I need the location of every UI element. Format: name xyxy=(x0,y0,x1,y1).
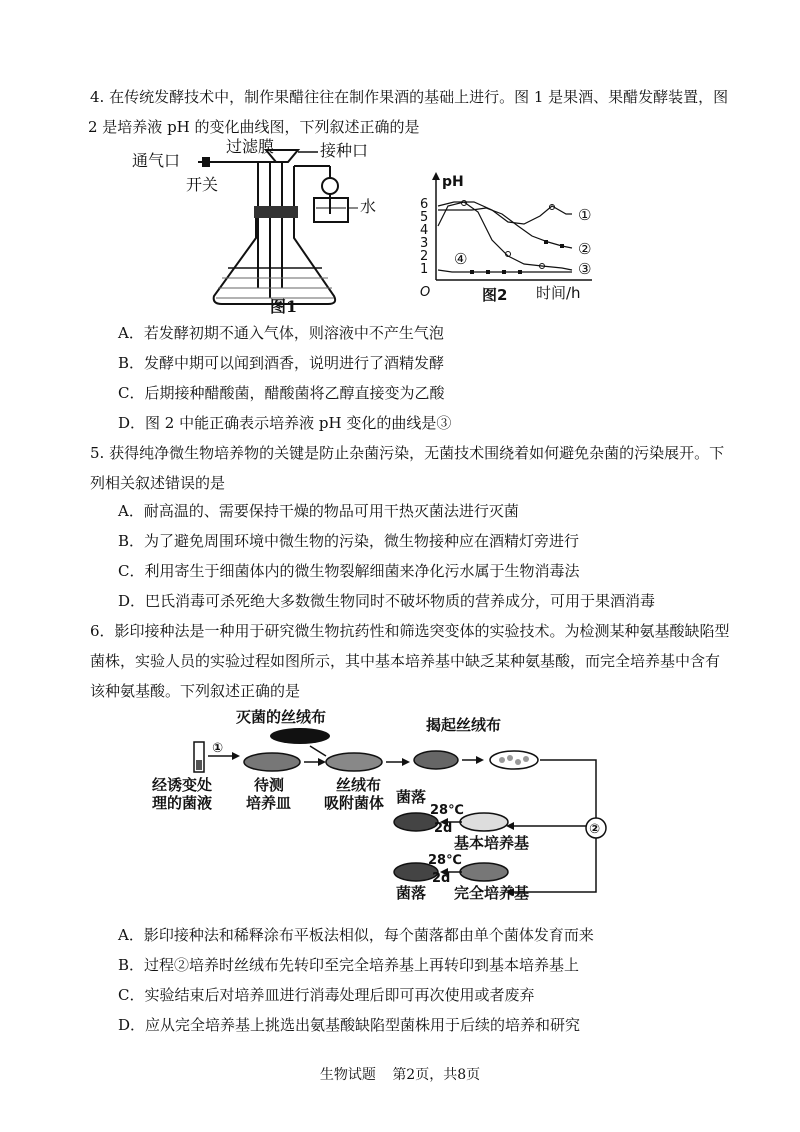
curve-label-1: ① xyxy=(578,206,592,224)
label-temp-2: 28℃ xyxy=(428,853,462,868)
curve-label-3: ③ xyxy=(578,260,592,278)
fig1-caption: 图1 xyxy=(270,297,298,316)
switch-valve-icon xyxy=(202,157,210,167)
label-filter: 过滤膜 xyxy=(226,138,275,156)
q4-figure1 xyxy=(118,138,388,318)
ytick-4: 4 xyxy=(420,223,429,238)
q6-stem-line2: 菌株，实验人员的实验过程如图所示，其中基本培养基中缺乏某种氨基酸，而完全培养基中含有 xyxy=(90,652,721,670)
curve-1 xyxy=(438,202,572,224)
q6-option-d: D．应从完全培养基上挑选出氨基酸缺陷型菌株用于后续的培养和研究 xyxy=(118,1016,581,1034)
label-absorb2: 吸附菌体 xyxy=(324,794,385,812)
flask xyxy=(214,218,335,304)
q6-stem-line3: 该种氨基酸。下列叙述正确的是 xyxy=(90,682,301,700)
complete-medium-plate xyxy=(460,863,508,881)
label-colony-2: 菌落 xyxy=(396,884,427,902)
q6-stem xyxy=(90,616,750,706)
label-liquid2: 理的菌液 xyxy=(152,794,213,812)
label-colony-1: 菌落 xyxy=(396,788,427,806)
label-inlet: 通气口 xyxy=(132,151,181,170)
q5-stem-line2: 列相关叙述错误的是 xyxy=(90,474,226,492)
origin-label: O xyxy=(420,285,431,300)
q4-option-a: A．若发酵初期不通入气体，则溶液中不产生气泡 xyxy=(118,324,444,342)
velvet-cloth-icon xyxy=(270,728,330,744)
q4-stem-line2: 2 是培养液 pH 的变化曲线图，下列叙述正确的是 xyxy=(88,118,420,136)
bulb xyxy=(322,178,338,194)
q6-stem-line1: 6．影印接种法是一种用于研究微生物抗药性和筛选突变体的实验技术。为检测某种氨基酸缺陷型 xyxy=(90,622,730,640)
lifted-velvet-icon xyxy=(414,751,458,769)
ytick-1: 1 xyxy=(420,262,429,277)
q5-stem xyxy=(90,438,750,498)
q6-option-c: C．实验结束后对培养皿进行消毒处理后即可再次使用或者废弃 xyxy=(118,986,535,1004)
curve-label-2: ② xyxy=(578,240,592,258)
test-dish-icon xyxy=(244,753,300,771)
footer-page: 第2页，共8页 xyxy=(392,1067,481,1083)
fig2-caption: 图2 xyxy=(482,286,508,304)
label-temp-1: 28℃ xyxy=(430,803,464,818)
q6-option-b: B．过程②培养时丝绒布先转印至完全培养基上再转印到基本培养基上 xyxy=(118,956,580,974)
q5-option-c: C．利用寄生于细菌体内的微生物裂解细菌来净化污水属于生物消毒法 xyxy=(118,562,580,580)
label-days-2: 2d xyxy=(432,871,451,886)
step2-label: ② xyxy=(589,822,601,837)
curve-label-4: ④ xyxy=(454,250,468,268)
q4-option-b: B．发酵中期可以闻到酒香，说明进行了酒精发酵 xyxy=(118,354,445,372)
label-basic: 基本培养基 xyxy=(454,834,530,852)
ytick-5: 5 xyxy=(420,210,429,225)
label-complete: 完全培养基 xyxy=(454,884,530,902)
ytick-6: 6 xyxy=(420,197,429,212)
y-axis-label: pH xyxy=(442,174,464,190)
step1-label: ① xyxy=(212,741,224,756)
curve-2 xyxy=(438,208,572,248)
basic-medium-plate xyxy=(460,813,508,831)
q4-figure2 xyxy=(412,166,612,306)
label-dish2: 培养皿 xyxy=(246,794,292,812)
label-port: 接种口 xyxy=(320,141,369,160)
q4-option-c: C．后期接种醋酸菌，醋酸菌将乙醇直接变为乙酸 xyxy=(118,384,445,402)
label-water: 水 xyxy=(360,197,377,216)
label-dish: 待测 xyxy=(254,776,285,794)
page-footer xyxy=(0,1064,800,1084)
label-liquid: 经诱变处 xyxy=(152,776,213,794)
ytick-2: 2 xyxy=(420,249,429,264)
footer-subject: 生物试题 xyxy=(319,1067,376,1083)
q5-stem-line1: 5. 获得纯净微生物培养物的关键是防止杂菌污染，无菌技术围绕着如何避免杂菌的污染展开。下 xyxy=(90,444,725,462)
q4-stem-line1: 4. 在传统发酵技术中，制作果醋往往在制作果酒的基础上进行。图 1 是果酒、果醋发酵装置，图 xyxy=(90,88,729,106)
q5-option-a: A．耐高温的、需要保持干燥的物品可用干热灭菌法进行灭菌 xyxy=(118,502,519,520)
q5-option-b: B．为了避免周围环境中微生物的污染，微生物接种应在酒精灯旁进行 xyxy=(118,532,580,550)
q4-stem xyxy=(90,82,750,142)
label-switch: 开关 xyxy=(186,175,219,194)
q5-option-d: D．巴氏消毒可杀死绝大多数微生物同时不破坏物质的营养成分，可用于果酒消毒 xyxy=(118,592,656,610)
label-absorb: 丝绒布 xyxy=(336,776,382,794)
ytick-3: 3 xyxy=(420,236,429,251)
x-axis-label: 时间/h xyxy=(536,284,581,302)
stopper xyxy=(254,206,298,218)
q6-option-a: A．影印接种法和稀释涂布平板法相似，每个菌落都由单个菌体发育而来 xyxy=(118,926,594,944)
label-lift: 揭起丝绒布 xyxy=(426,716,502,734)
q6-figure xyxy=(150,706,630,906)
absorb-dish-icon xyxy=(326,753,382,771)
q4-option-d: D．图 2 中能正确表示培养液 pH 变化的曲线是③ xyxy=(118,414,452,432)
colony-plate-icon xyxy=(490,751,538,769)
label-days-1: 2d xyxy=(434,821,453,836)
label-velvet: 灭菌的丝绒布 xyxy=(236,708,327,726)
